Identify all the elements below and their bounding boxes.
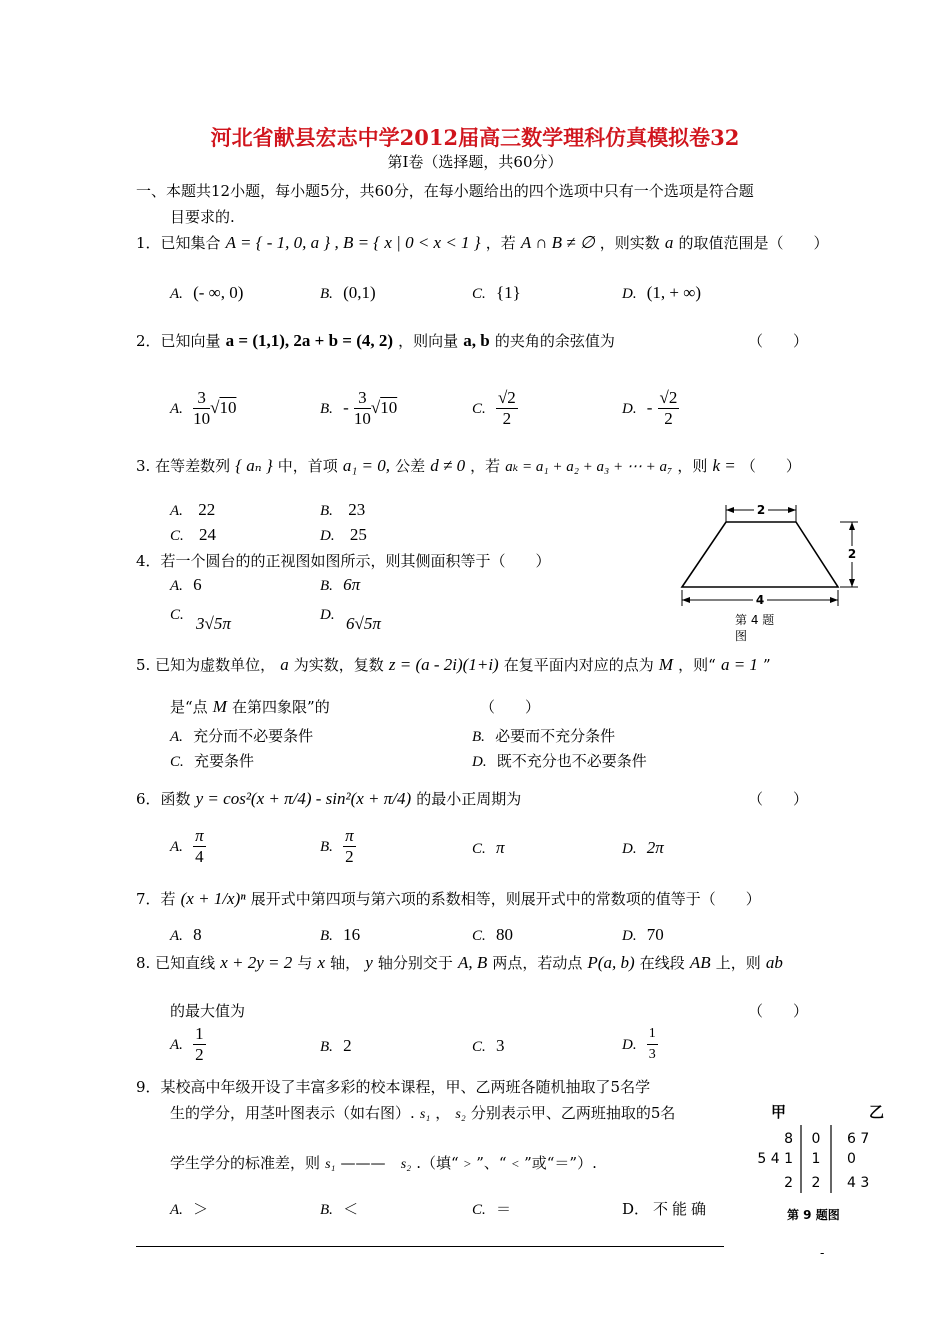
option-label: D. xyxy=(622,1037,637,1053)
sign: - xyxy=(646,398,653,417)
q5-a: a xyxy=(280,655,289,674)
option-value: 3 xyxy=(495,1036,505,1055)
q7-option-a xyxy=(170,925,202,945)
q8-option-b xyxy=(320,1036,352,1056)
q6-option-c xyxy=(472,838,504,858)
option-value: 3√5π xyxy=(196,614,231,633)
q9-comma: ， xyxy=(435,1104,451,1122)
q3-paren: （ ） xyxy=(740,457,801,475)
q8-paren: （ ） xyxy=(748,1002,809,1020)
fraction xyxy=(658,388,680,429)
q8-mid4: 两点，若动点 xyxy=(492,954,583,972)
fraction xyxy=(496,388,518,429)
q8-mid6: 上，则 xyxy=(715,954,761,972)
q2-mid: ，则向量 xyxy=(398,332,459,350)
q5-option-a xyxy=(170,725,313,746)
sign: - xyxy=(343,398,349,417)
option-label: C. xyxy=(472,286,486,302)
q4-option-d-value xyxy=(346,614,381,634)
q4-option-d xyxy=(320,604,335,624)
q3-num: 3. 在等差数列 xyxy=(136,457,231,475)
arrow-head xyxy=(788,507,796,513)
option-label: C. xyxy=(472,401,486,417)
option-value: π xyxy=(495,838,505,857)
q6-paren: （ ） xyxy=(748,790,809,808)
q3-k: k = xyxy=(712,456,736,475)
q6-option-a xyxy=(170,826,206,867)
q3-option-a xyxy=(170,500,215,520)
denominator: 2 xyxy=(195,1045,204,1064)
option-label: D. xyxy=(320,607,335,623)
fraction xyxy=(354,388,371,429)
row1-left-leaves: 8 xyxy=(784,1131,793,1147)
q5-end: ” xyxy=(763,656,771,674)
q2-option-b: B. - $\frac{3}{10}$ √10 xyxy=(320,388,398,428)
q4-option-c-value xyxy=(196,614,231,634)
q5-line2b: 在第四象限”的 xyxy=(232,698,330,716)
q3-option-c xyxy=(170,525,216,545)
option-label: C. xyxy=(472,1202,486,1218)
numerator: 3 xyxy=(354,388,371,409)
q2-option-c xyxy=(472,388,518,429)
page-title: 河北省献县宏志中学2012届高三数学理科仿真模拟卷32 xyxy=(210,125,740,150)
q5-line2 xyxy=(170,696,330,717)
q1-end: 的取值范围是（ ） xyxy=(678,234,829,252)
denominator: 4 xyxy=(195,847,204,866)
section-intro-line1: 一、本题共12小题，每小题5分，共60分，在每小题给出的四个选项中只有一个选项是符合题 xyxy=(136,182,754,200)
stem-leaf-plot xyxy=(735,1095,895,1230)
option-label: C. xyxy=(472,1039,486,1055)
q2-option-d xyxy=(622,388,679,429)
option-label: A. xyxy=(170,578,183,594)
q9-gt: > xyxy=(463,1156,472,1171)
arrow-head xyxy=(726,507,734,513)
q5-option-b xyxy=(472,725,615,746)
question-9-line1: 9．某校高中年级开设了丰富多彩的校本课程，甲、乙两班各随机抽取了5名学 xyxy=(136,1078,651,1096)
q9-lt: < xyxy=(511,1156,519,1171)
q3-tail: ，则 xyxy=(677,457,708,475)
q5-line2M: M xyxy=(212,697,227,716)
option-label: B. xyxy=(320,928,333,944)
q9-q1: ”、“ xyxy=(476,1154,507,1172)
q8-mid2: 轴， xyxy=(330,954,361,972)
q5-M: M xyxy=(658,655,674,674)
option-value: 充要条件 xyxy=(193,752,254,770)
q9-option-a xyxy=(170,1198,208,1219)
footer-rule xyxy=(136,1246,724,1247)
row2-stem: 1 xyxy=(811,1151,821,1167)
q3-option-d xyxy=(320,525,367,545)
q2-paren: （ ） xyxy=(748,332,809,350)
row3-right-leaves: 4 3 xyxy=(847,1175,870,1191)
numerator: √2 xyxy=(497,388,516,407)
q7-expr: (x + 1/x)ⁿ xyxy=(180,889,246,908)
question-5 xyxy=(136,654,771,675)
figure-caption-line1: 第 4 题 xyxy=(735,613,775,627)
option-value: 70 xyxy=(646,925,664,944)
option-label: D. xyxy=(622,401,637,417)
denominator: 10 xyxy=(353,409,371,428)
option-label: A. xyxy=(170,1037,183,1053)
option-label: D xyxy=(622,1200,635,1218)
option-value: 6 xyxy=(193,575,202,594)
q3-option-b xyxy=(320,500,365,520)
q7-num: 7．若 xyxy=(136,890,176,908)
q6-option-b xyxy=(320,826,356,867)
row1-stem: 0 xyxy=(811,1131,821,1147)
q9-option-d xyxy=(622,1198,710,1219)
q8-AB: A, B xyxy=(457,953,488,972)
fraction xyxy=(343,826,356,867)
q5-z: z = (a - 2i)(1+i) xyxy=(388,655,499,674)
option-label: B. xyxy=(320,1039,333,1055)
q3-mid2: 公差 xyxy=(395,457,426,475)
q6-tail: 的最小正周期为 xyxy=(416,790,522,808)
q3-first: a₁ = 0, xyxy=(342,456,391,475)
option-value: (- ∞, 0) xyxy=(193,283,244,302)
q1-sets: A = { - 1, 0, a } , B = { x | 0 < x < 1 } xyxy=(225,233,481,252)
q9-line3s1: s₁ xyxy=(325,1157,336,1172)
q4-option-b xyxy=(320,575,360,595)
q5-option-d xyxy=(472,750,647,771)
q8-x: x xyxy=(317,953,325,972)
option-label: B. xyxy=(320,839,333,855)
q5-mid3: ，则“ xyxy=(678,656,716,674)
denominator: 10 xyxy=(193,409,211,428)
q1-mid: ，若 xyxy=(485,234,516,252)
stem-leaf-right-header: 乙 xyxy=(869,1103,885,1121)
arrow-head xyxy=(682,597,690,603)
q8-seg: AB xyxy=(689,953,711,972)
q6-option-d xyxy=(622,838,664,858)
q7-option-b xyxy=(320,925,360,945)
option-value: 必要而不充分条件 xyxy=(495,727,616,745)
q2-vars: a, b xyxy=(463,331,490,350)
q5-num: 5. 已知为虚数单位， xyxy=(136,656,276,674)
numerator: 1 xyxy=(647,1024,658,1045)
arrow-head xyxy=(849,522,855,530)
q6-func: y = cos²(x + π/4) - sin²(x + π/4) xyxy=(195,789,412,808)
option-label: C. xyxy=(170,607,184,623)
fraction xyxy=(193,826,206,867)
q8-mid1: 与 xyxy=(297,954,313,972)
q1-option-b xyxy=(320,283,376,303)
question-9-line3 xyxy=(170,1152,597,1173)
q5-line2a: 是“点 xyxy=(170,698,208,716)
numerator: √2 xyxy=(659,388,678,407)
option-value: ＞ xyxy=(193,1200,209,1218)
q5-option-c xyxy=(170,750,254,771)
q5-mid1: 为实数，复数 xyxy=(293,656,384,674)
option-label: B. xyxy=(320,401,333,417)
option-value: 充分而不必要条件 xyxy=(193,727,314,745)
q8-option-d xyxy=(622,1024,658,1065)
q9-line3b: .（填“ xyxy=(416,1154,459,1172)
q7-option-c xyxy=(472,925,513,945)
q8-P: P(a, b) xyxy=(587,953,635,972)
bottom-length-label: 4 xyxy=(755,593,765,607)
q9-option-c xyxy=(472,1198,511,1219)
q3-expr: aₖ = a₁ + a₂ + a₃ + ⋯ + a₇ xyxy=(505,459,673,475)
row1-right-leaves: 6 7 xyxy=(847,1131,870,1147)
row3-stem: 2 xyxy=(811,1175,821,1191)
q9-line3a: 学生学分的标准差，则 xyxy=(170,1154,321,1172)
option-value: ．不能确 xyxy=(634,1200,711,1218)
q1-condition: A ∩ B ≠ ∅ xyxy=(520,233,595,252)
q1-var: a xyxy=(664,233,674,252)
q2-tail: 的夹角的余弦值为 xyxy=(494,332,615,350)
option-value: 24 xyxy=(199,525,217,544)
q1-option-d xyxy=(622,283,701,303)
question-2 xyxy=(136,330,615,351)
option-label: D. xyxy=(622,286,637,302)
radicand: 10 xyxy=(380,398,398,417)
option-label: C. xyxy=(472,928,486,944)
q7-tail: 展开式中第四项与第六项的系数相等，则展开式中的常数项的值等于（ ） xyxy=(250,890,761,908)
q1-tail: ，则实数 xyxy=(599,234,660,252)
q8-option-a xyxy=(170,1024,206,1065)
option-value: 80 xyxy=(495,925,513,944)
option-label: A. xyxy=(170,928,183,944)
option-value: 既不充分也不必要条件 xyxy=(496,752,647,770)
q8-option-c xyxy=(472,1036,504,1056)
q3-d: d ≠ 0 xyxy=(430,456,466,475)
option-value: {1} xyxy=(495,283,521,302)
numerator: 3 xyxy=(193,388,210,409)
option-label: D. xyxy=(622,841,637,857)
footer-mark: - xyxy=(820,1246,825,1261)
trapezoid-shape xyxy=(682,522,838,587)
option-label: B. xyxy=(320,1202,333,1218)
option-label: B. xyxy=(320,503,333,519)
option-value: 25 xyxy=(349,525,367,544)
q9-line2b: 分别表示甲、乙两班抽取的5名 xyxy=(470,1104,676,1122)
q3-seq: { aₙ } xyxy=(235,456,273,475)
option-value: (1, + ∞) xyxy=(646,283,702,302)
q8-line: x + 2y = 2 xyxy=(220,953,293,972)
option-value: (0,1) xyxy=(343,283,376,302)
option-value: 2π xyxy=(646,838,664,857)
option-value: 23 xyxy=(348,500,366,519)
q2-option-a: A. $\frac{3}{10}$ √10 xyxy=(170,388,237,428)
q2-expr: a = (1,1), 2a + b = (4, 2) xyxy=(225,331,394,350)
q5-cond: a = 1 xyxy=(720,655,758,674)
q9-q2: ”或“＝”）. xyxy=(524,1154,597,1172)
option-label: B. xyxy=(320,286,333,302)
option-label: B. xyxy=(320,578,333,594)
denominator: 3 xyxy=(648,1047,656,1062)
question-1 xyxy=(136,232,829,253)
option-label: A. xyxy=(170,729,183,745)
numerator: π xyxy=(345,826,354,845)
q4-option-a xyxy=(170,575,202,595)
figure-caption-line2: 图 xyxy=(735,629,748,643)
option-value: 6π xyxy=(343,575,361,594)
numerator: π xyxy=(195,826,204,845)
stem-leaf-caption: 第 9 题图 xyxy=(787,1208,840,1222)
q9-line3s2: s₂ xyxy=(400,1157,412,1172)
option-value: 6√5π xyxy=(346,614,381,633)
denominator: 2 xyxy=(502,409,512,428)
option-label: D. xyxy=(320,528,335,544)
q9-option-b xyxy=(320,1198,358,1219)
option-label: B. xyxy=(472,729,485,745)
q8-num: 8. 已知直线 xyxy=(136,954,216,972)
q4-option-c xyxy=(170,604,184,624)
stem-leaf-left-header: 甲 xyxy=(771,1103,787,1121)
q2-num: 2．已知向量 xyxy=(136,332,221,350)
option-value: ＜ xyxy=(343,1200,359,1218)
q9-s2: s₂ xyxy=(455,1107,466,1122)
option-label: C. xyxy=(170,528,184,544)
option-label: D. xyxy=(622,928,637,944)
row3-left-leaves: 2 xyxy=(784,1175,793,1191)
option-label: A. xyxy=(170,286,183,302)
question-7 xyxy=(136,888,761,909)
option-label: A. xyxy=(170,839,183,855)
question-3 xyxy=(136,455,801,476)
q1-option-c xyxy=(472,283,521,303)
page-subtitle: 第Ⅰ卷（选择题，共60分） xyxy=(387,153,563,171)
q6-num: 6．函数 xyxy=(136,790,191,808)
top-length-label: 2 xyxy=(756,503,766,517)
option-label: A. xyxy=(170,401,183,417)
trapezoid-figure xyxy=(672,500,872,650)
q5-mid2: 在复平面内对应的点为 xyxy=(503,656,654,674)
option-value: 22 xyxy=(198,500,216,519)
option-label: C. xyxy=(472,841,486,857)
fraction xyxy=(193,388,210,429)
option-label: C. xyxy=(170,754,184,770)
q9-s1: s₁ xyxy=(419,1107,431,1122)
q1-option-a xyxy=(170,283,243,303)
q3-mid3: ，若 xyxy=(470,457,501,475)
radicand: 10 xyxy=(219,398,237,417)
denominator: 2 xyxy=(664,409,673,428)
question-9-line2 xyxy=(170,1102,675,1123)
q9-blank: ——— xyxy=(340,1154,386,1172)
option-value: ＝ xyxy=(495,1200,511,1218)
q8-mid3: 轴分别交于 xyxy=(377,954,453,972)
row2-right-leaves: 0 xyxy=(847,1151,856,1167)
option-label: A. xyxy=(170,503,183,519)
section-intro-line2: 目要求的. xyxy=(170,208,235,226)
option-value: 2 xyxy=(343,1036,352,1055)
option-label: D. xyxy=(472,754,487,770)
q8-ab: ab xyxy=(765,953,783,972)
height-label: 2 xyxy=(847,547,857,561)
arrow-head xyxy=(830,597,838,603)
denominator: 2 xyxy=(345,847,354,866)
row2-left-leaves: 5 4 1 xyxy=(757,1151,793,1167)
question-8 xyxy=(136,952,783,973)
option-value: 16 xyxy=(343,925,361,944)
q3-mid1: 中，首项 xyxy=(277,457,338,475)
q8-line2: 的最大值为 xyxy=(170,1002,246,1020)
fraction xyxy=(647,1024,658,1065)
q8-y: y xyxy=(365,953,373,972)
q1-num: 1．已知集合 xyxy=(136,234,221,252)
arrow-head xyxy=(849,579,855,587)
option-value: 8 xyxy=(193,925,202,944)
numerator: 1 xyxy=(195,1024,204,1043)
question-6 xyxy=(136,788,521,809)
q8-mid5: 在线段 xyxy=(639,954,685,972)
fraction xyxy=(193,1024,206,1065)
q5-paren: （ ） xyxy=(480,698,541,716)
question-4: 4．若一个圆台的的正视图如图所示，则其侧面积等于（ ） xyxy=(136,552,551,570)
q9-line2a: 生的学分，用茎叶图表示（如右图）. xyxy=(170,1104,415,1122)
q7-option-d xyxy=(622,925,664,945)
option-label: A. xyxy=(170,1202,183,1218)
